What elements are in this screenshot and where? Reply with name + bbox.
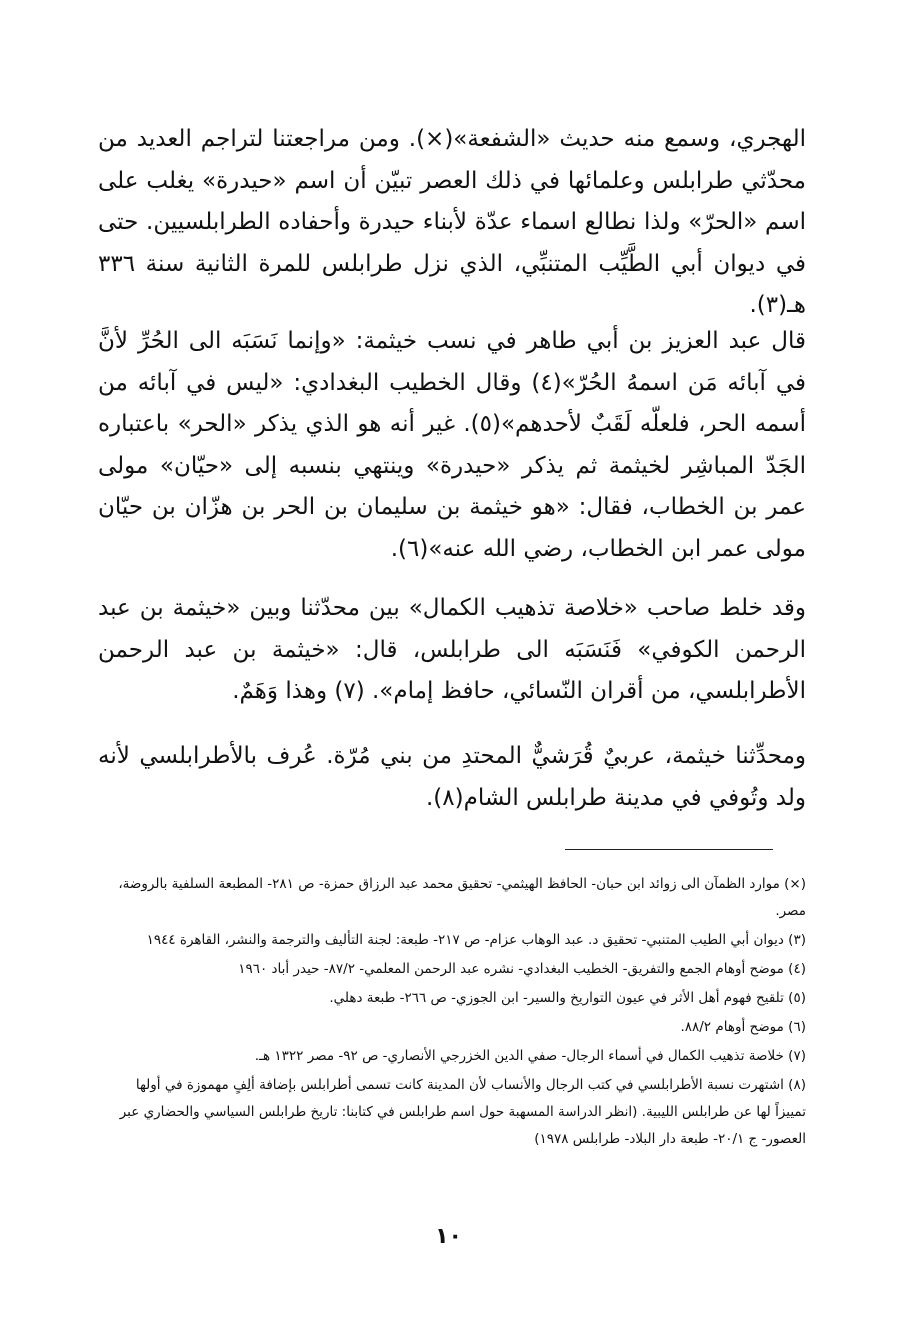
footnote-x: (×) موارد الظمآن الى زوائد ابن حبان- الحافظ الهيثمي- تحقيق محمد عبد الرزاق حمزة- ص ٢٨١- المطبعة السلفية بالروضة، مصر.: [118, 876, 806, 919]
footnotes-section: [104, 871, 806, 1155]
footnote-8: (٨) اشتهرت نسبة الأطرابلسي في كتب الرجال والأنساب لأن المدينة كانت تسمى أطرابلس بإضافة ألِفٍ مهموزة في أولها تمييزاً لها عن طرابلس الليبية. (انظر الدراسة المسهبة حول اسم طرابلس في كتابنا: تاريخ طرابلس السياسي والحضاري عبر العصور- ج ٢٠/١- طبعة دار البلاد- طرابلس ١٩٧٨): [119, 1077, 806, 1147]
body-paragraph-3: وقد خلط صاحب «خلاصة تذهيب الكمال» بين محدّثنا وبين «خيثمة بن عبد الرحمن الكوفي» فَنَسَبَه الى طرابلس، قال: «خيثمة بن عبد الرحمن الأطرابلسي، من أقران النّسائي، حافظ إمام». (٧) وهذا وَهَمٌ.: [98, 595, 806, 704]
footnote-divider: [565, 849, 773, 850]
body-paragraph-4: ومحدِّثنا خيثمة، عربيٌ قُرَشيٌّ المحتدِ من بني مُرّة. عُرف بالأطرابلسي لأنه ولد وتُوفي في مدينة طرابلس الشام(٨).: [98, 743, 806, 811]
footnote-6: (٦) موضح أوهام ٨٨/٢.: [680, 1019, 806, 1035]
footnote-3: (٣) ديوان أبي الطيب المتنبي- تحقيق د. عبد الوهاب عزام- ص ٢١٧- طبعة: لجنة التأليف والترجمة والنشر، القاهرة ١٩٤٤: [146, 932, 806, 948]
body-paragraph-1: الهجري، وسمع منه حديث «الشفعة»(×). ومن مراجعتنا لتراجم العديد من محدّثي طرابلس وعلمائها في ذلك العصر تبيّن أن اسم «حيدرة» يغلب على اسم «الحرّ» ولذا نطالع اسماء عدّة لأبناء حيدرة وأحفاده الطرابلسيين. حتى في ديوان أبي الطَّيِّب المتنبِّي، الذي نزل طرابلس للمرة الثانية سنة ٣٣٦ هـ(٣).: [98, 126, 806, 318]
footnote-5: (٥) تلقيح فهوم أهل الأثر في عيون التواريخ والسير- ابن الجوزي- ص ٢٦٦- طبعة دهلي.: [329, 990, 806, 1006]
body-paragraph-2: قال عبد العزيز بن أبي طاهر في نسب خيثمة: «وإنما نَسَبَه الى الحُرِّ لأنَّ في آبائه مَن اسمهُ الحُرّ»(٤) وقال الخطيب البغدادي: «ليس في آبائه من أسمه الحر، فلعلّه لَقَبٌ لأحدهم»(٥). غير أنه هو الذي يذكر «الحر» باعتباره الجَدّ المباشِر لخيثمة ثم يذكر «حيدرة» وينتهي بنسبه إلى «حيّان» مولى عمر بن الخطاب، فقال: «هو خيثمة بن سليمان بن الحر بن هزّان بن حيّان مولى عمر ابن الخطاب، رضي الله عنه»(٦).: [98, 328, 806, 562]
footnote-4: (٤) موضح أوهام الجمع والتفريق- الخطيب البغدادي- نشره عبد الرحمن المعلمي- ٨٧/٢- حيدر أباد ١٩٦٠: [238, 961, 806, 977]
footnote-7: (٧) خلاصة تذهيب الكمال في أسماء الرجال- صفي الدين الخزرجي الأنصاري- ص ٩٢- مصر ١٣٢٢ هـ.: [254, 1048, 806, 1064]
page-number: ١٠: [435, 1224, 462, 1249]
